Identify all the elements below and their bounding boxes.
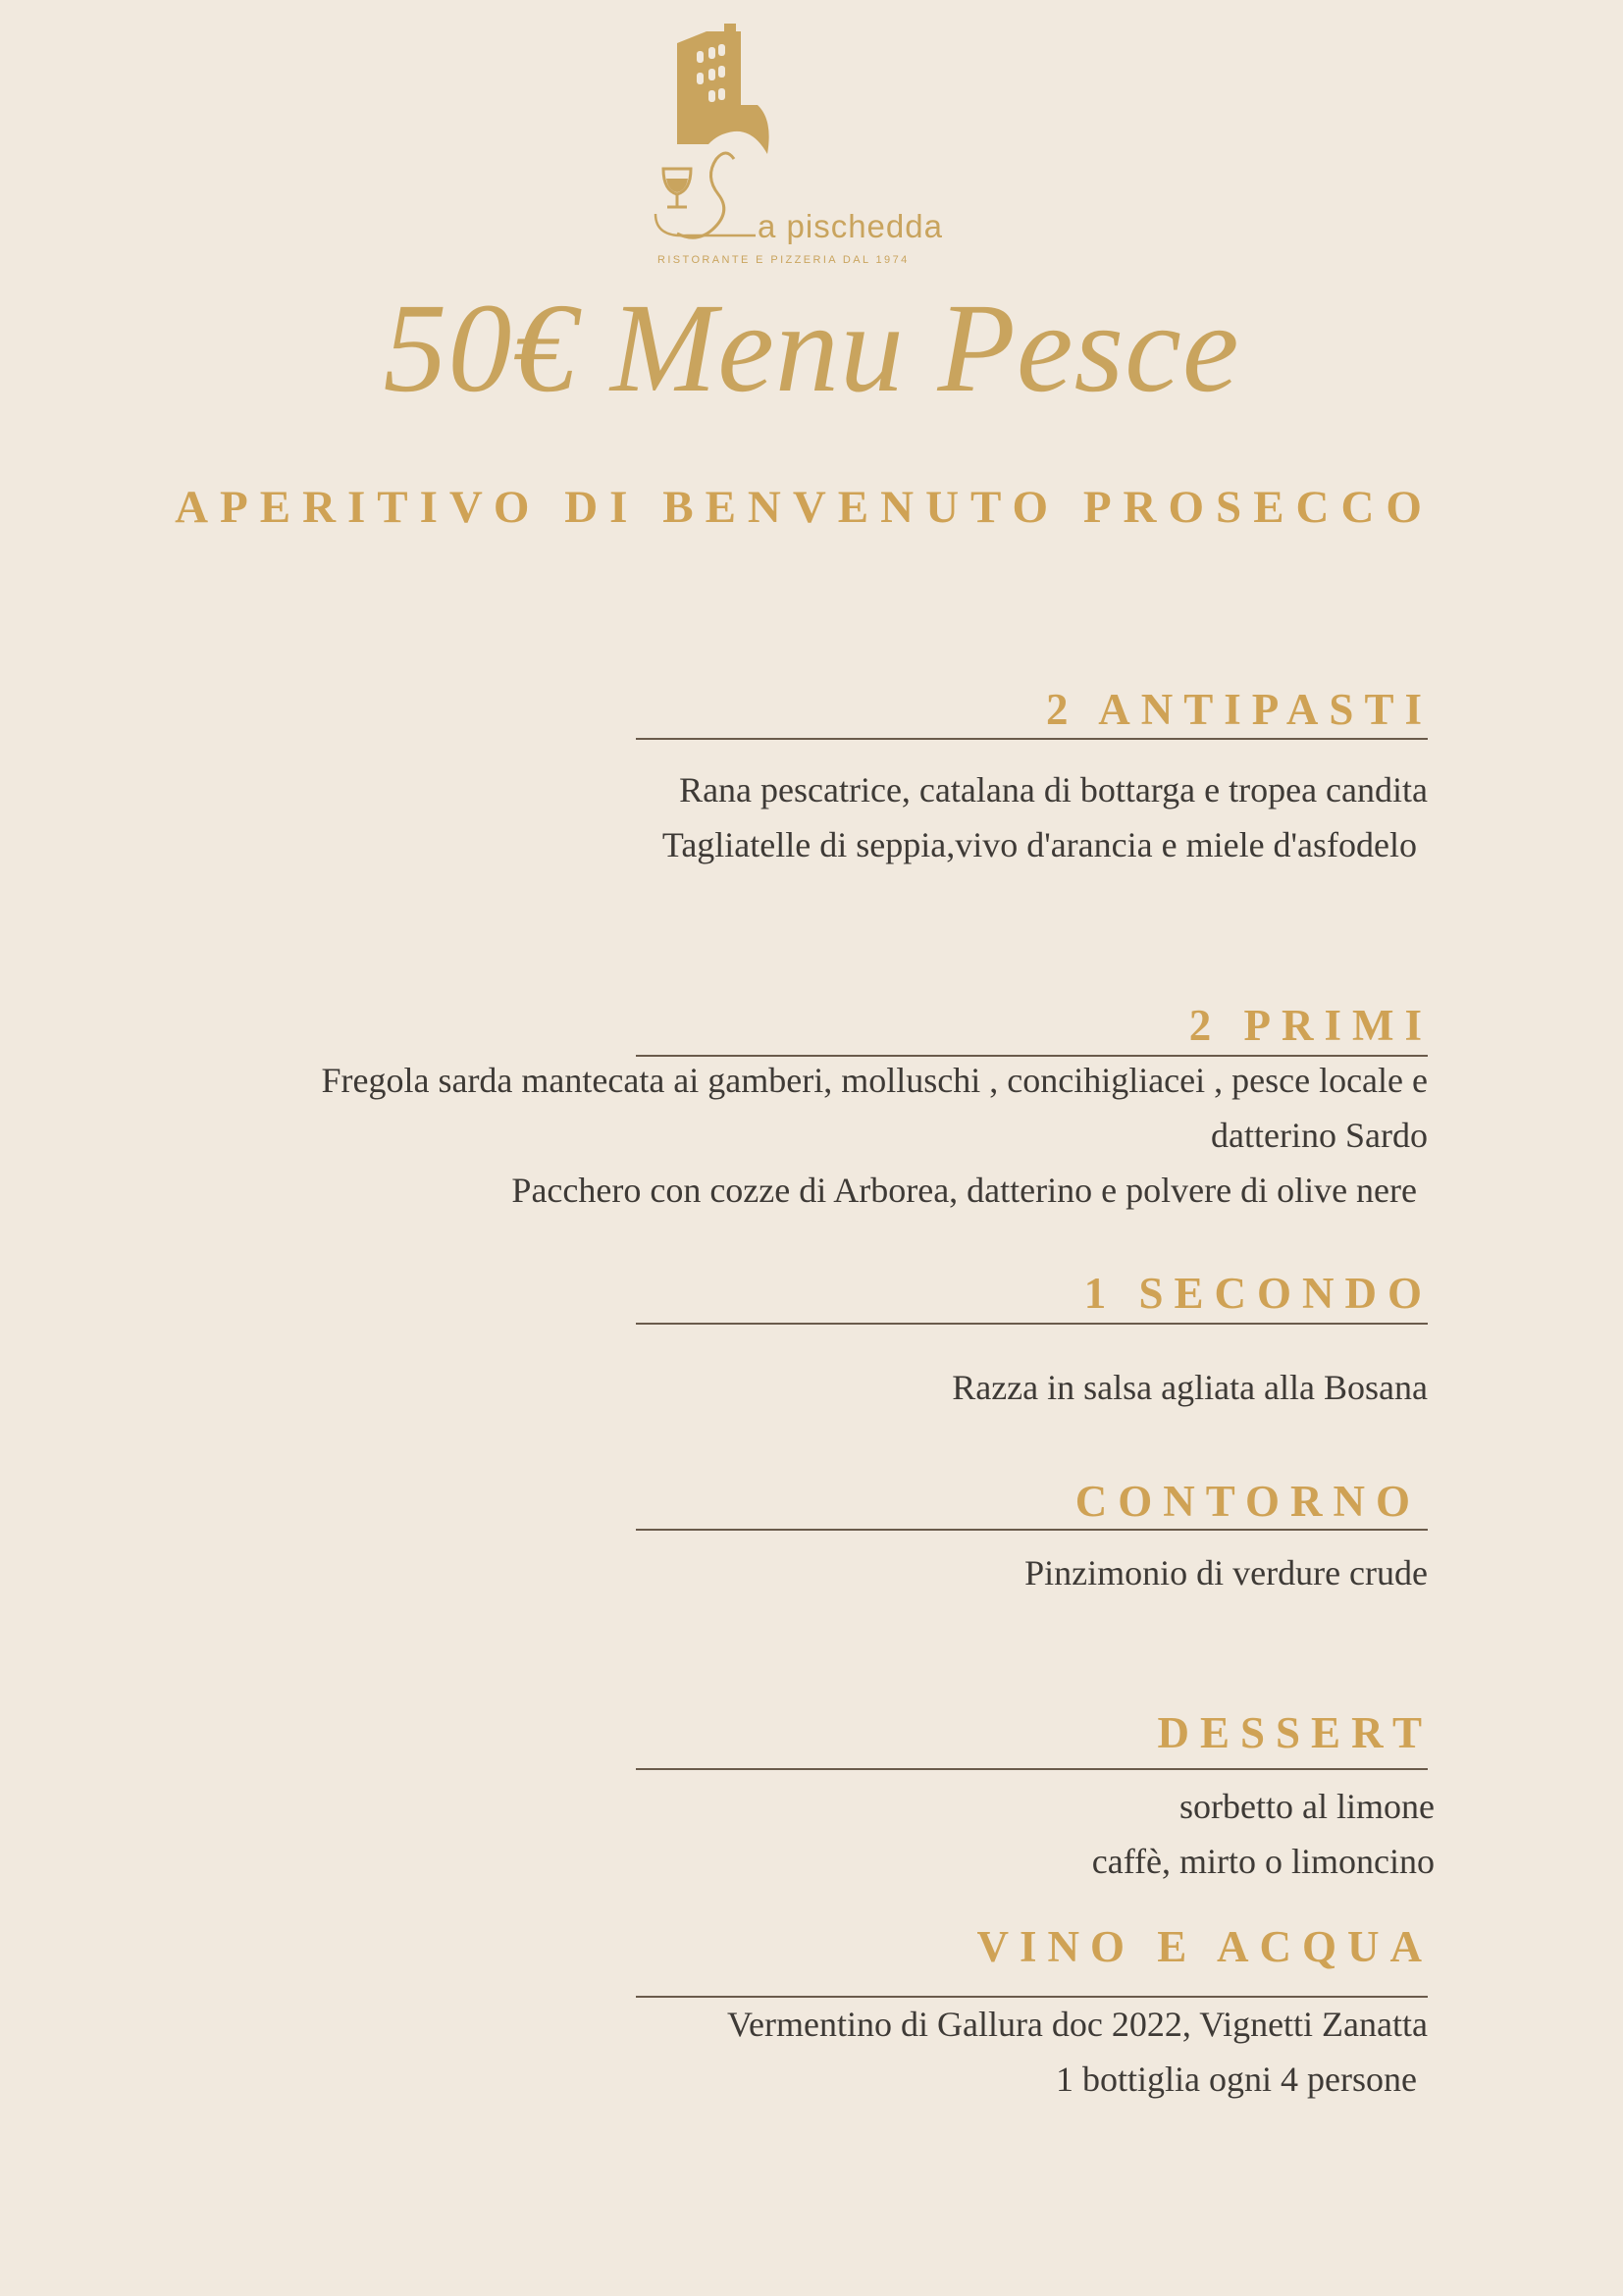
section-heading-vino-acqua: VINO E ACQUA	[976, 1922, 1433, 1971]
menu-item: caffè, mirto o limoncino	[1091, 1842, 1435, 1881]
menu-item: sorbetto al limone	[1179, 1787, 1435, 1826]
section-divider	[636, 1323, 1428, 1325]
menu-item: Fregola sarda mantecata ai gamberi, molluschi , concihigliacei , pesce locale e	[321, 1061, 1428, 1100]
section-heading-secondo: 1 SECONDO	[1083, 1269, 1433, 1318]
section-heading-antipasti: 2 ANTIPASTI	[1046, 685, 1433, 734]
section-divider	[636, 1768, 1428, 1770]
section-heading-primi: 2 PRIMI	[1188, 1001, 1433, 1050]
menu-item: Tagliatelle di seppia,vivo d'arancia e miele d'asfodelo	[661, 825, 1417, 864]
menu-item: Rana pescatrice, catalana di bottarga e tropea candita	[679, 770, 1428, 809]
menu-item: datterino Sardo	[1211, 1116, 1428, 1155]
logo-wordmark: a pischedda	[758, 208, 943, 244]
welcome-aperitivo: APERITIVO DI BENVENUTO PROSECCO	[175, 482, 1434, 533]
menu-item: 1 bottiglia ogni 4 persone	[1056, 2060, 1417, 2099]
section-heading-dessert: DESSERT	[1157, 1708, 1433, 1757]
menu-item: Razza in salsa agliata alla Bosana	[952, 1368, 1428, 1407]
section-divider	[636, 1529, 1428, 1531]
menu-item: Vermentino di Gallura doc 2022, Vignetti Zanatta	[727, 2005, 1428, 2044]
section-divider	[636, 738, 1428, 740]
menu-item: Pinzimonio di verdure crude	[1024, 1553, 1428, 1592]
menu-title: 50€ Menu Pesce	[383, 278, 1240, 419]
menu-item: Pacchero con cozze di Arborea, datterino e polvere di olive nere	[511, 1171, 1417, 1210]
section-heading-contorno: CONTORNO	[1074, 1477, 1421, 1526]
logo-tagline: RISTORANTE E PIZZERIA DAL 1974	[657, 254, 910, 266]
